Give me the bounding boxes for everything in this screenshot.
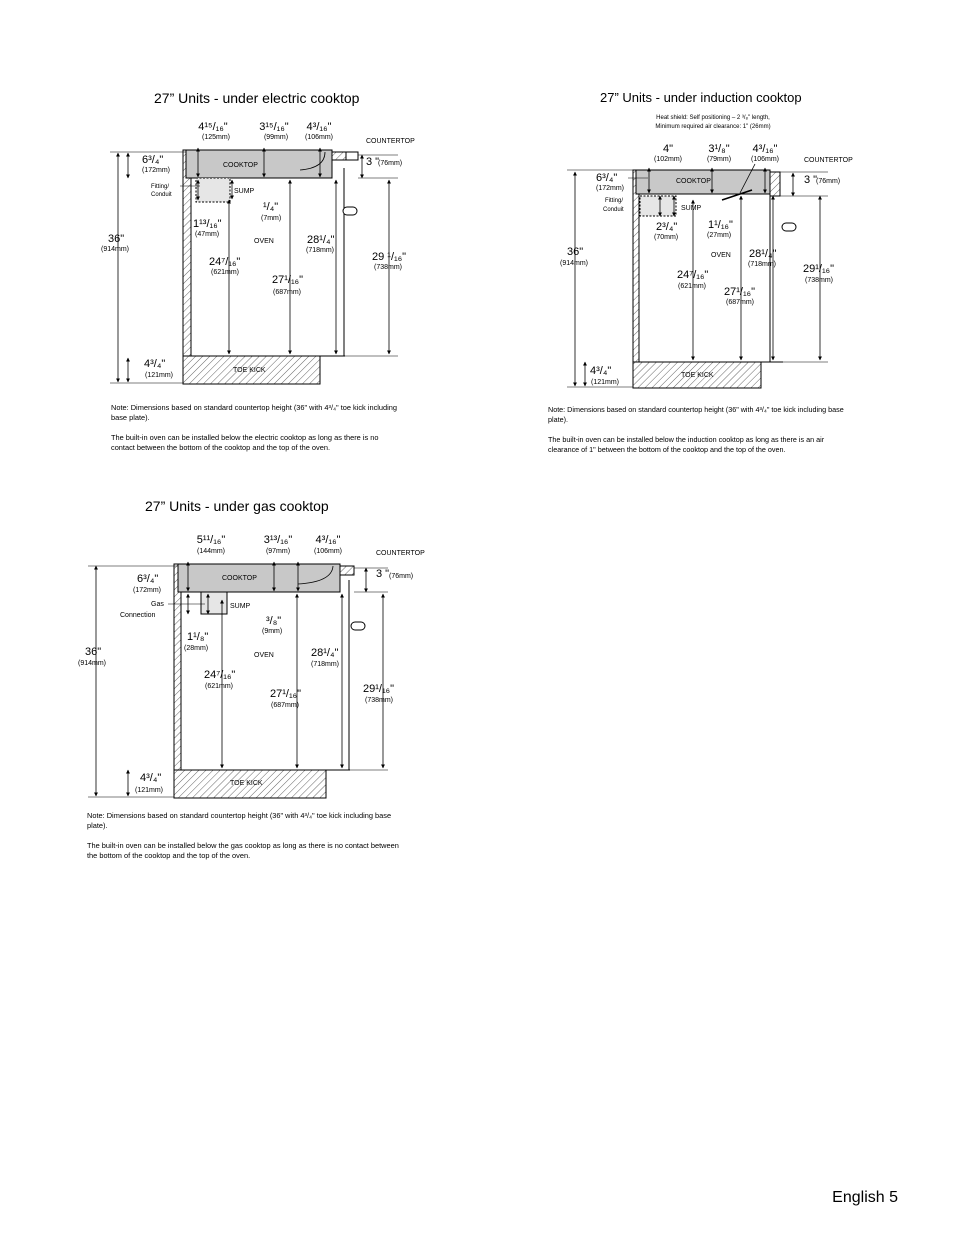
gas-handle [351, 622, 365, 630]
induction-d4-mm: (172mm) [596, 185, 625, 192]
gas-d10-mm: (738mm) [365, 697, 394, 704]
gas-d6-mm: (9mm) [262, 628, 283, 635]
electric-d4-mm: (172mm) [142, 167, 171, 174]
gas-countertop-label: COUNTERTOP [376, 550, 425, 557]
gas-toekick-label: TOE KICK [230, 780, 263, 787]
gas-d6: ³/₈" [266, 615, 282, 627]
induction-d12: 27¹/₁₆" [724, 286, 756, 298]
induction-d12-mm: (687mm) [726, 299, 755, 306]
induction-d2-mm: (79mm) [706, 156, 732, 163]
induction-oven-label: OVEN [711, 252, 731, 259]
induction-d3: 4³/₁₆" [752, 143, 778, 155]
gas-d8-mm: (914mm) [78, 660, 107, 667]
electric-note-2: The built-in oven can be installed below the electric cooktop as long as there is no contact between the bottom of the cooktop and the top of the oven. [111, 433, 379, 452]
electric-d6: ¹/₄" [263, 201, 279, 213]
electric-fitting-2: Conduit [151, 192, 172, 198]
induction-d1: 4" [662, 143, 674, 155]
gas-sump-label: SUMP [230, 603, 251, 610]
electric-d5: 3 " [366, 156, 380, 168]
induction-d3-mm: (106mm) [750, 156, 780, 163]
gas-notes [87, 811, 399, 871]
page-number: English 5 [832, 1189, 898, 1206]
gas-cooktop-label: COOKTOP [222, 575, 257, 582]
gas-sump [201, 592, 227, 614]
gas-d9-mm: (718mm) [311, 661, 340, 668]
induction-d1-mm: (102mm) [653, 156, 683, 163]
gas-oven-label: OVEN [254, 652, 274, 659]
electric-d3-mm: (106mm) [304, 134, 334, 141]
gas-d1: 5¹¹/₁₆" [196, 534, 226, 546]
electric-d12: 27¹/₁₆" [272, 274, 304, 286]
gas-d12-mm: (687mm) [271, 702, 300, 709]
gas-d3: 4³/₁₆" [315, 534, 341, 546]
induction-note-1: Note: Dimensions based on standard countertop height (36" with 4³/₄" toe kick including base plate). [548, 405, 844, 424]
electric-d9: 28¹/₄" [307, 234, 335, 246]
gas-d10: 29¹/₁₆" [363, 683, 395, 695]
induction-fitting-2: Conduit [603, 207, 624, 213]
induction-d11: 24⁷/₁₆" [677, 269, 709, 281]
electric-d2: 3¹⁵/₁₆" [259, 121, 289, 133]
gas-d11-mm: (621mm) [205, 683, 234, 690]
gas-d2: 3¹³/₁₆" [263, 534, 293, 546]
electric-d8-mm: (914mm) [101, 246, 130, 253]
gas-d5: 3 " [376, 568, 390, 580]
electric-d1: 4¹⁵/₁₆" [198, 121, 228, 133]
induction-d8: 36" [567, 246, 584, 258]
induction-d5: 3 " [804, 174, 818, 186]
induction-sump-label: SUMP [681, 205, 702, 212]
electric-d8: 36" [108, 233, 125, 245]
gas-d4-mm: (172mm) [133, 587, 162, 594]
induction-d10: 29¹/₁₆" [803, 263, 835, 275]
gas-d5-mm: (76mm) [389, 573, 414, 580]
induction-d13-mm: (121mm) [591, 379, 620, 386]
induction-toekick-label: TOE KICK [681, 372, 714, 379]
electric-d1-mm: (125mm) [201, 134, 231, 141]
gas-d4: 6³/₄" [137, 573, 159, 585]
gas-d12: 27¹/₁₆" [270, 688, 302, 700]
gas-d7-mm: (28mm) [184, 645, 209, 652]
gas-d7: 1¹/₈" [187, 631, 209, 643]
electric-d11-mm: (621mm) [211, 269, 240, 276]
gas-title: 27” Units - under gas cooktop [145, 498, 329, 514]
gas-d9: 28¹/₄" [311, 647, 339, 659]
electric-d7: 1¹³/₁₆" [193, 218, 222, 230]
induction-title: 27” Units - under induction cooktop [600, 90, 802, 105]
electric-d2-mm: (99mm) [263, 134, 289, 141]
induction-d2: 3¹/₈" [708, 143, 730, 155]
electric-d9-mm: (718mm) [306, 247, 335, 254]
electric-d5-mm: (76mm) [378, 160, 403, 167]
induction-d9-mm: (718mm) [748, 261, 777, 268]
gas-note-1: Note: Dimensions based on standard countertop height (36" with 4³/₄" toe kick including base plate). [87, 811, 392, 830]
induction-d6-mm: (70mm) [654, 234, 679, 241]
gas-connection-2: Connection [120, 612, 156, 619]
electric-d4: 6³/₄" [142, 154, 164, 166]
induction-d7-mm: (27mm) [707, 232, 732, 239]
electric-toekick-label: TOE KICK [233, 367, 266, 374]
induction-d10-mm: (738mm) [805, 277, 834, 284]
electric-d10-mm: (738mm) [374, 264, 403, 271]
electric-countertop-label: COUNTERTOP [366, 138, 415, 145]
induction-d13: 4³/₄" [590, 365, 612, 377]
induction-d4: 6³/₄" [596, 172, 618, 184]
electric-d12-mm: (687mm) [273, 289, 302, 296]
electric-fitting-1: Fitting/ [151, 184, 170, 190]
induction-countertop-label: COUNTERTOP [804, 157, 853, 164]
induction-d7: 1¹/₁₆" [708, 219, 733, 231]
gas-countertop [340, 566, 354, 575]
induction-note-2: The built-in oven can be installed below the induction cooktop as long as there is an air clearance of 1" between the bottom of the cooktop and the top of the oven. [548, 435, 825, 454]
induction-cooktop-label: COOKTOP [676, 178, 711, 185]
induction-d9: 28¹/₄" [749, 248, 777, 260]
electric-note-1: Note: Dimensions based on standard countertop height (36" with 4³/₄" toe kick including base plate). [111, 403, 397, 422]
induction-d6: 2³/₄" [656, 221, 678, 233]
induction-d5-mm: (76mm) [816, 178, 841, 185]
electric-d6-mm: (7mm) [261, 215, 282, 222]
electric-d13-mm: (121mm) [145, 372, 174, 379]
electric-title: 27” Units - under electric cooktop [154, 90, 360, 106]
gas-connection-1: Gas [151, 601, 164, 608]
electric-cooktop-label: COOKTOP [223, 162, 258, 169]
electric-d13: 4³/₄" [144, 358, 166, 370]
electric-oven-label: OVEN [254, 238, 274, 245]
gas-d3-mm: (106mm) [313, 548, 343, 555]
electric-d7-mm: (47mm) [195, 231, 220, 238]
induction-fitting-1: Fitting/ [605, 198, 624, 204]
induction-heatshield-1: Heat shield: Self positioning – 2 ³/₈" length, [656, 115, 770, 121]
gas-d8: 36" [85, 646, 102, 658]
gas-d13-mm: (121mm) [135, 787, 164, 794]
electric-d11: 24⁷/₁₆" [209, 256, 241, 268]
induction-heatshield-2: Minimum required air clearance: 1" (26mm) [655, 124, 771, 130]
induction-d11-mm: (621mm) [678, 283, 707, 290]
gas-d11: 24⁷/₁₆" [204, 669, 236, 681]
gas-d1-mm: (144mm) [196, 548, 226, 555]
electric-d10: 29 ¹/₁₆" [372, 251, 407, 263]
electric-sump-label: SUMP [234, 188, 255, 195]
induction-d8-mm: (914mm) [560, 260, 589, 267]
gas-d13: 4³/₄" [140, 772, 162, 784]
gas-note-2: The built-in oven can be installed below the gas cooktop as long as there is no contact between the bottom of the cooktop and the top of the oven. [87, 841, 399, 860]
electric-d3: 4³/₁₆" [306, 121, 332, 133]
gas-cooktop [178, 564, 340, 592]
gas-d2-mm: (97mm) [265, 548, 291, 555]
